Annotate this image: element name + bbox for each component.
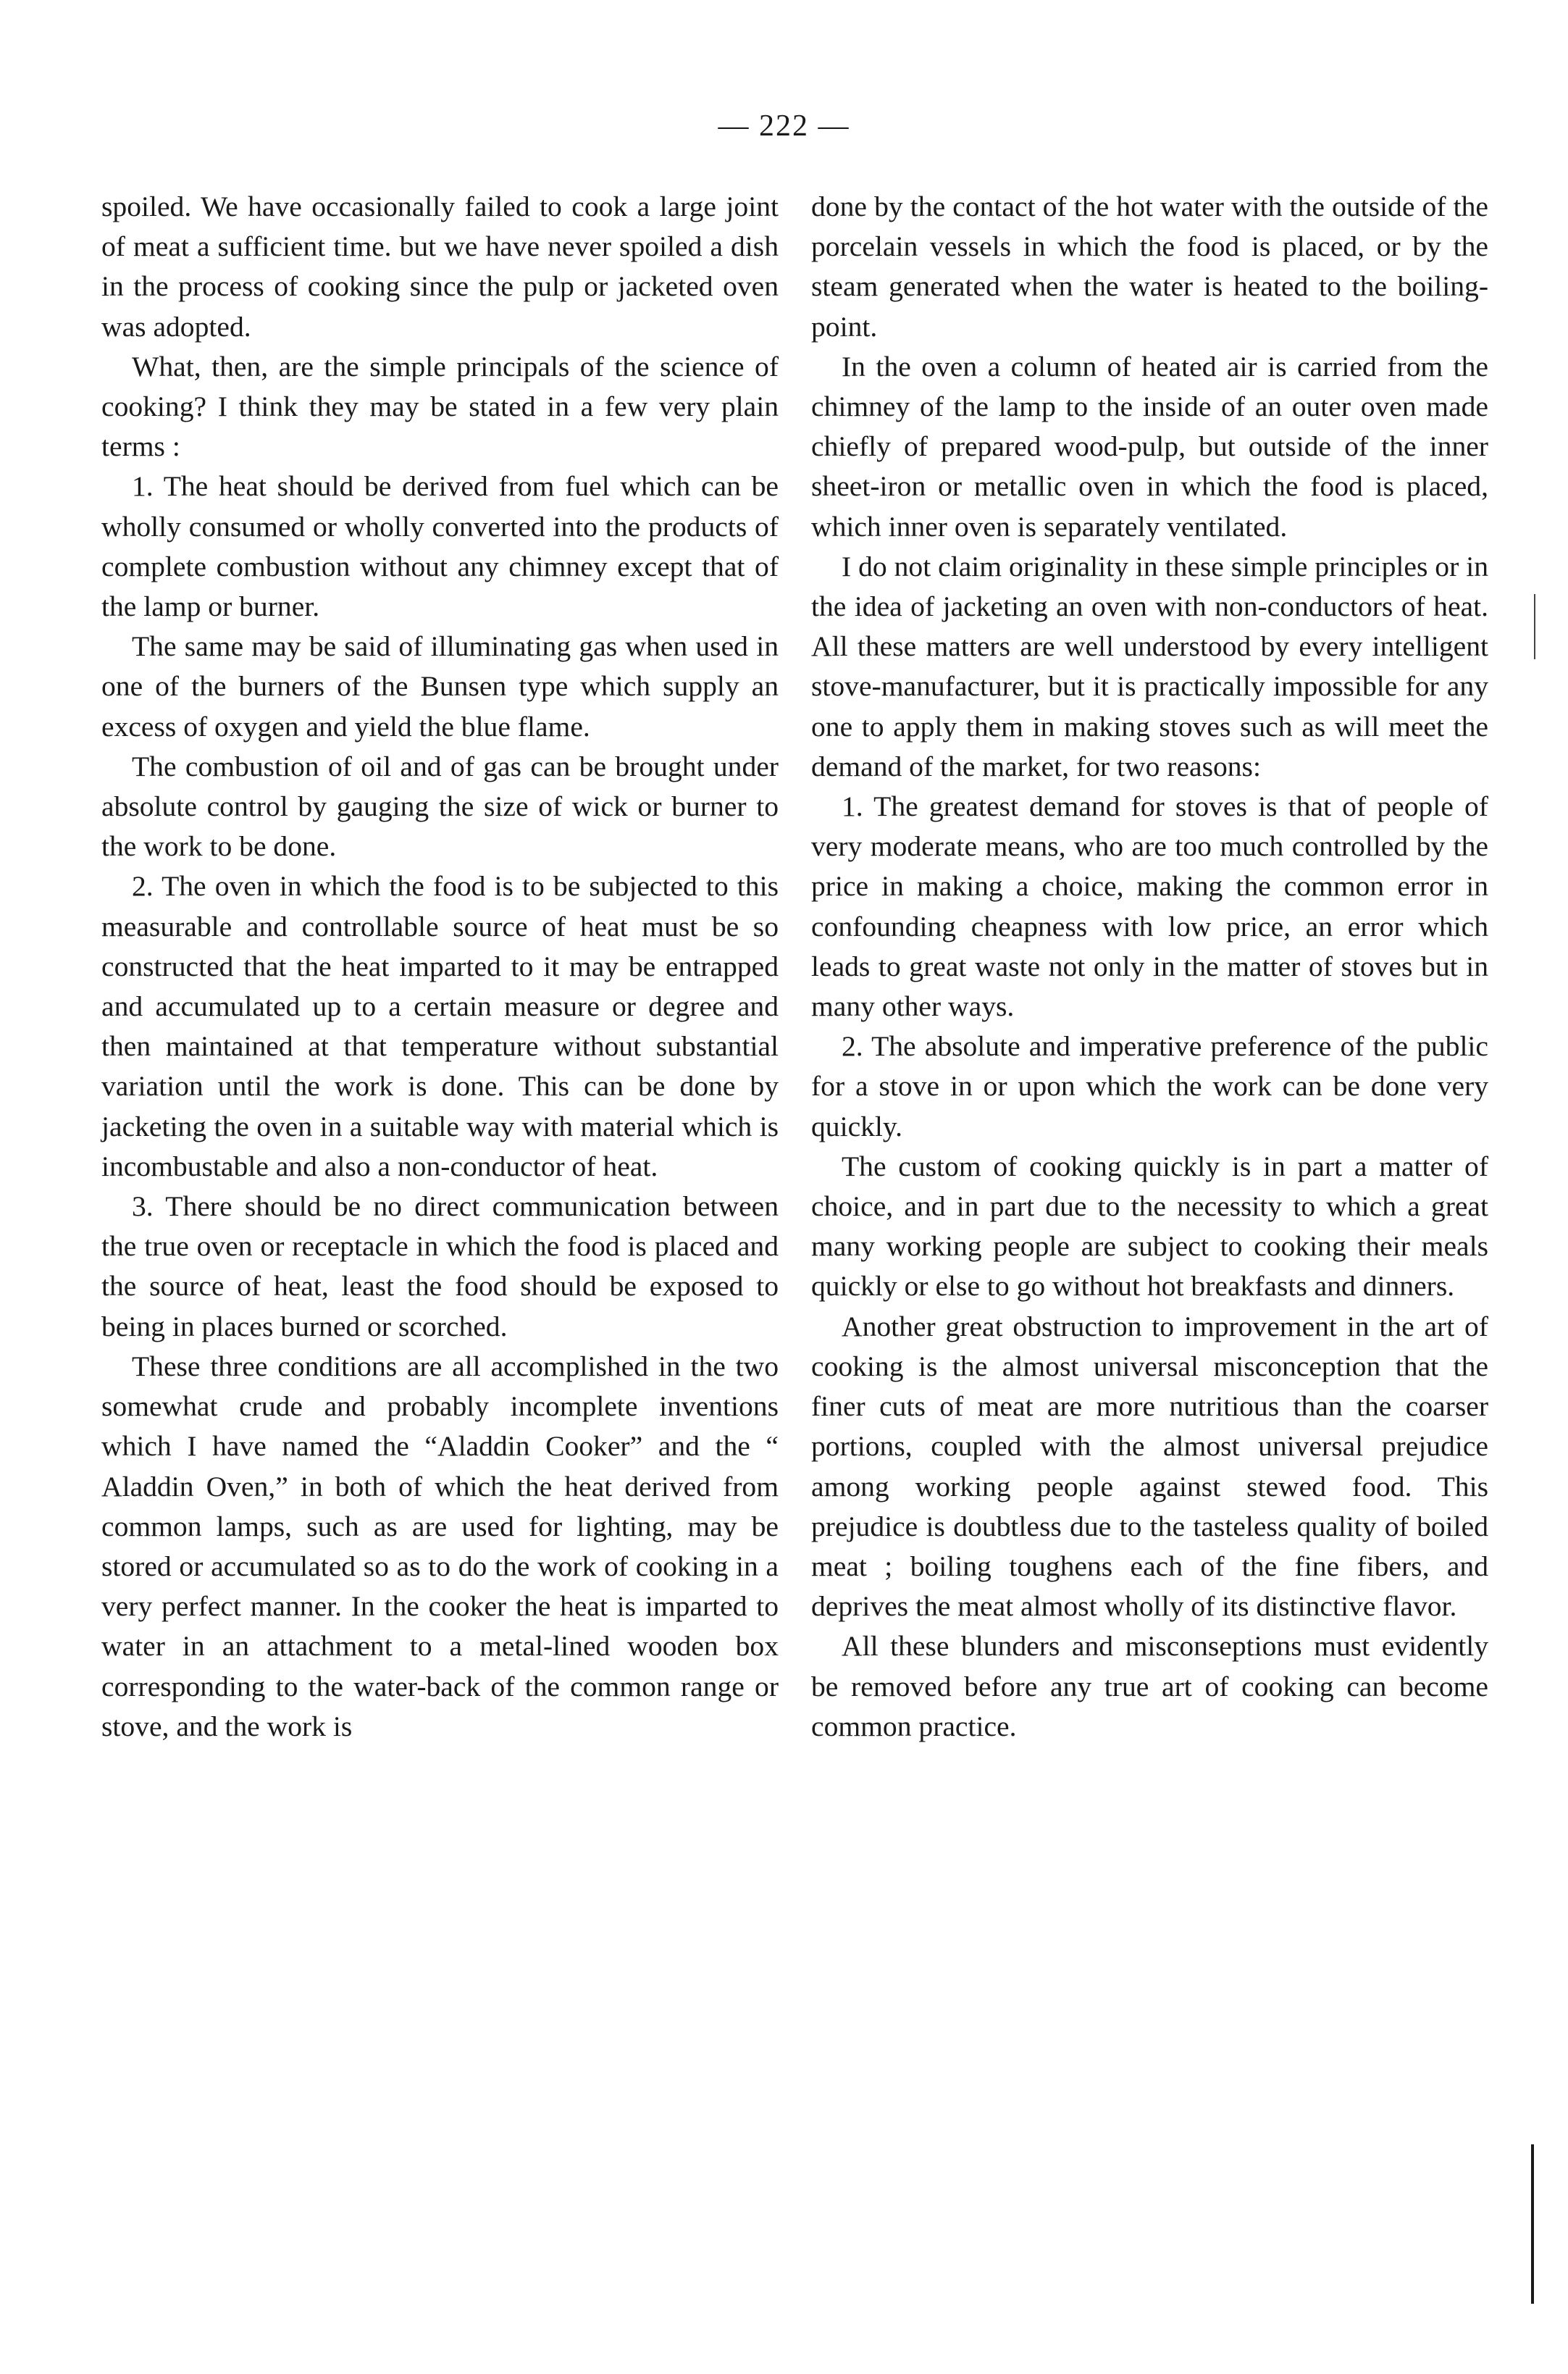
page-number: — 222 — <box>718 109 850 143</box>
margin-tick <box>1534 594 1535 659</box>
paragraph: These three conditions are all accomplished in the two somewhat crude and probably incomplete inventions which I have named the “Aladdin Cooker” and the “ Aladdin Oven,” in both of which the heat derived from common lamps, such as are used for lighting, may be stored or accumulated so as to do the work of cooking in a very perfect manner. In the cooker the heat is imparted to water in an attachment to a metal-lined wooden box corresponding to the water-back of the common range or stove, and the work is <box>101 1350 779 1742</box>
paragraph: The custom of cooking quickly is in part a matter of choice, and in part due to the necessity to which a great many working people are subject to cooking their meals quickly or else to go without hot breakfasts and dinners. <box>811 1150 1488 1303</box>
left-column <box>101 187 779 1747</box>
paragraph: 2. The oven in which the food is to be subjected to this measurable and controllable source of heat must be so constructed that the heat imparted to it may be entrapped and accumulated up to a certain measure or degree and then maintained at that temperature without substantial variation until the work is done. This can be done by jacketing the oven in a suitable way with material which is incombustable and also a non-conductor of heat. <box>101 870 779 1182</box>
paragraph: In the oven a column of heated air is carried from the chimney of the lamp to the inside of an outer oven made chiefly of prepared wood-pulp, but outside of the inner sheet-iron or metallic oven in which the food is placed, which inner oven is separately ventilated. <box>811 350 1488 543</box>
paragraph: 2. The absolute and imperative preference of the public for a stove in or upon which the work can be done very quickly. <box>811 1030 1488 1142</box>
paragraph: done by the contact of the hot water with the outside of the porcelain vessels in which the food is placed, or by the steam generated when the water is heated to the boiling-point. <box>811 191 1488 343</box>
paragraph: The combustion of oil and of gas can be brought under absolute control by gauging the size of wick or burner to the work to be done. <box>101 750 779 863</box>
paragraph: spoiled. We have occasionally failed to cook a large joint of meat a sufficient time. but we have never spoiled a dish in the process of cooking since the pulp or jacketed oven was adopted. <box>101 191 779 343</box>
paragraph: All these blunders and misconseptions must evidently be removed before any true art of cooking can become common practice. <box>811 1630 1488 1742</box>
paragraph: 3. There should be no direct communication between the true oven or receptacle in which the food is placed and the source of heat, least the food should be exposed to being in places burned or scorched. <box>101 1190 779 1342</box>
paragraph: Another great obstruction to improvement in the art of cooking is the almost universal misconception that the finer cuts of meat are more nutritious than the coarser portions, coupled with the almost universal prejudice among working people against stewed food. This prejudice is doubtless due to the tasteless quality of boiled meat ; boiling toughens each of the fine fibers, and deprives the meat almost wholly of its distinctive flavor. <box>811 1310 1488 1623</box>
paragraph: The same may be said of illuminating gas when used in one of the burners of the Bunsen type which supply an excess of oxygen and yield the blue flame. <box>101 630 779 743</box>
paragraph: What, then, are the simple principals of the science of cooking? I think they may be stated in a few very plain terms : <box>101 350 779 463</box>
right-column <box>811 187 1488 1747</box>
margin-rule <box>1531 2144 1534 2304</box>
paragraph: 1. The heat should be derived from fuel which can be wholly consumed or wholly converted into the products of complete combustion without any chimney except that of the lamp or burner. <box>101 470 779 623</box>
paragraph: 1. The greatest demand for stoves is that of people of very moderate means, who are too much controlled by the price in making a choice, making the common error in confounding cheapness with low price, an error which leads to great waste not only in the matter of stoves but in many other ways. <box>811 790 1488 1023</box>
paragraph: I do not claim originality in these simple principles or in the idea of jacketing an oven with non-conductors of heat. All these matters are well understood by every intelligent stove-manufacturer, but it is practically impossible for any one to apply them in making stoves such as will meet the demand of the market, for two reasons: <box>811 550 1488 782</box>
